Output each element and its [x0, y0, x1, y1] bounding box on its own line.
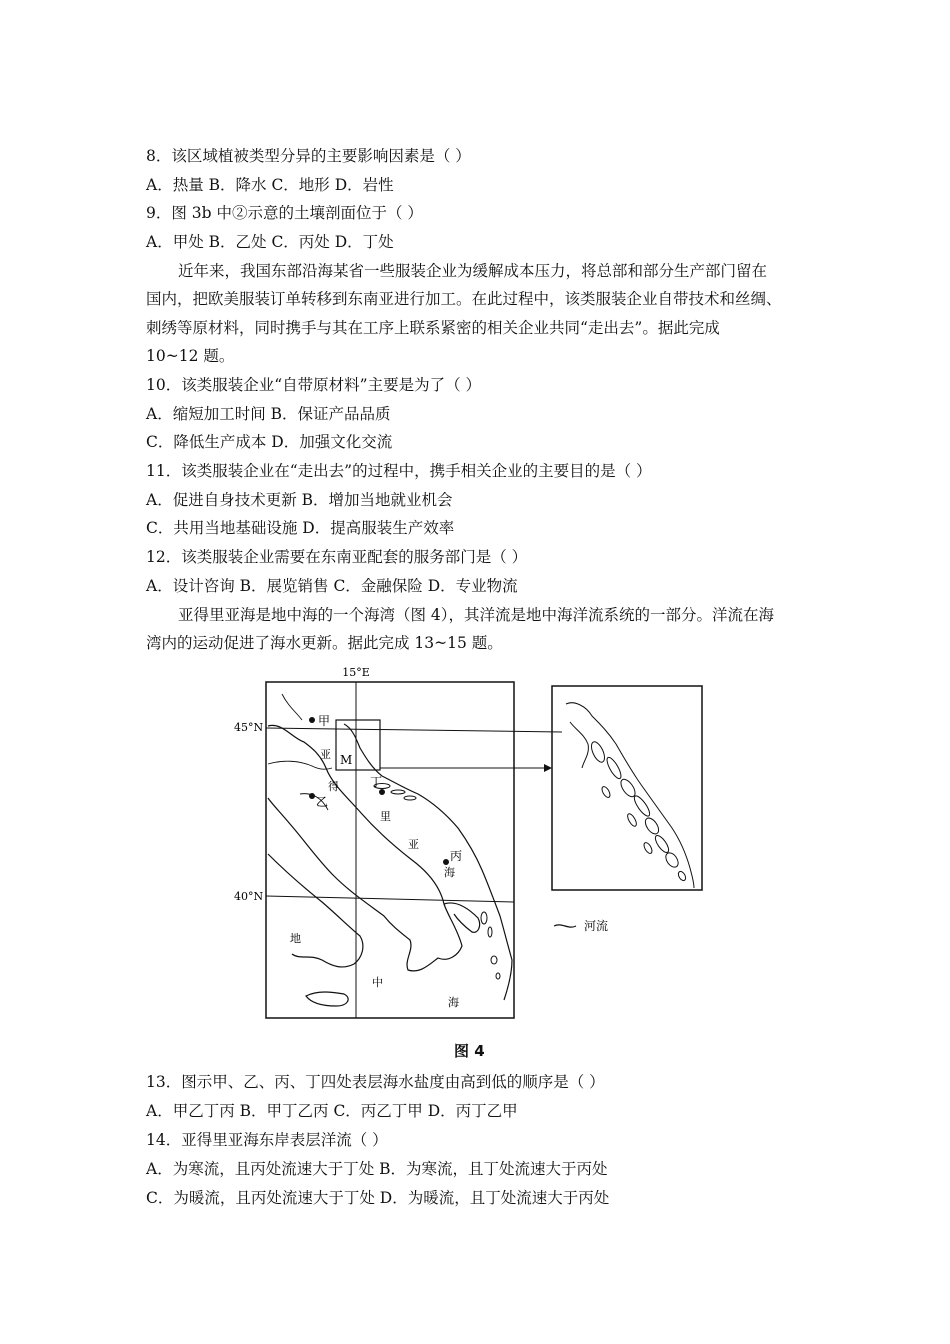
med-char: 中 — [372, 976, 383, 989]
label-yi: 乙 — [316, 795, 329, 809]
arrowhead-icon — [544, 764, 552, 772]
sea-char: 海 — [444, 866, 455, 879]
italy-west-coast — [268, 854, 363, 967]
passage2-line: 亚得里亚海是地中海的一个海湾（图 4），其洋流是地中海洋流系统的一部分。洋流在海 — [178, 606, 775, 624]
figure-caption: 图 4 — [454, 1042, 485, 1060]
label-45n: 45°N — [234, 721, 264, 734]
label-ding: 丁 — [370, 775, 383, 789]
inset-coast-islands — [566, 703, 694, 888]
label-bing: 丙 — [450, 849, 463, 863]
passage1-line: 10~12 题。 — [146, 347, 235, 365]
q9-stem: 9．图 3b 中②示意的土壤剖面位于（ ） — [146, 204, 423, 222]
passage2-line: 湾内的运动促进了海水更新。据此完成 13~15 题。 — [146, 634, 503, 652]
dalmatian-islands — [374, 784, 500, 980]
q13-options: A．甲乙丁丙 B．甲丁乙丙 C．丙乙丁甲 D．丙丁乙甲 — [146, 1102, 518, 1120]
q13-stem: 13．图示甲、乙、丙、丁四处表层海水盐度由高到低的顺序是（ ） — [146, 1073, 605, 1091]
italy-heel — [444, 903, 480, 932]
q8-options: A．热量 B．降水 C．地形 D．岩性 — [146, 176, 394, 194]
q11-option-line: C．共用当地基础设施 D．提高服装生产效率 — [146, 519, 455, 537]
q14-option-line: C．为暖流，且丙处流速大于丁处 D．为暖流，且丁处流速大于丙处 — [146, 1189, 610, 1207]
passage1-line: 近年来，我国东部沿海某省一些服装企业为缓解成本压力，将总部和部分生产部门留在 — [178, 262, 768, 280]
sea-char: 得 — [328, 780, 339, 793]
label-m: M — [340, 753, 353, 767]
q10-option-line: C．降低生产成本 D．加强文化交流 — [146, 433, 393, 451]
balkan-coastline — [344, 724, 512, 1000]
point-yi — [309, 793, 315, 799]
sea-char: 亚 — [320, 748, 331, 761]
q10-stem: 10．该类服装企业“自带原材料”主要是为了（ ） — [146, 376, 481, 394]
figure-4-map — [232, 664, 712, 1024]
passage1-line: 国内，把欧美服装订单转移到东南亚进行加工。在此过程中，该类服装企业自带技术和丝绸、 — [146, 290, 782, 308]
sea-char: 里 — [380, 810, 391, 823]
point-jia — [309, 717, 315, 723]
point-ding — [379, 789, 385, 795]
label-jia: 甲 — [318, 714, 331, 728]
parallel-40n — [266, 896, 514, 902]
parallel-45n — [266, 728, 562, 732]
q11-stem: 11．该类服装企业在“走出去”的过程中，携手相关企业的主要目的是（ ） — [146, 462, 652, 480]
label-15e: 15°E — [342, 666, 370, 679]
point-bing — [443, 859, 449, 865]
q14-option-line: A．为寒流，且丙处流速大于丁处 B．为寒流，且丁处流速大于丙处 — [146, 1160, 608, 1178]
q12-options: A．设计咨询 B．展览销售 C．金融保险 D．专业物流 — [146, 577, 518, 595]
label-40n: 40°N — [234, 890, 264, 903]
q10-option-line: A．缩短加工时间 B．保证产品品质 — [146, 405, 391, 423]
q8-stem: 8．该区域植被类型分异的主要影响因素是（ ） — [146, 147, 471, 165]
q11-option-line: A．促进自身技术更新 B．增加当地就业机会 — [146, 491, 453, 509]
inset-map-frame — [552, 686, 702, 890]
med-char: 海 — [448, 996, 459, 1009]
sea-char: 亚 — [408, 838, 419, 851]
main-map-frame — [266, 682, 514, 1018]
passage1-line: 刺绣等原材料，同时携手与其在工序上联系紧密的相关企业共同“走出去”。据此完成 — [146, 319, 720, 337]
q14-stem: 14．亚得里亚海东岸表层洋流（ ） — [146, 1131, 388, 1149]
med-char: 地 — [290, 932, 301, 945]
river-legend-icon — [554, 925, 576, 927]
q9-options: A．甲处 B．乙处 C．丙处 D．丁处 — [146, 233, 394, 251]
legend-river-label: 河流 — [584, 919, 609, 933]
sicily-outline — [306, 992, 348, 1006]
q12-stem: 12．该类服装企业需要在东南亚配套的服务部门是（ ） — [146, 548, 528, 566]
